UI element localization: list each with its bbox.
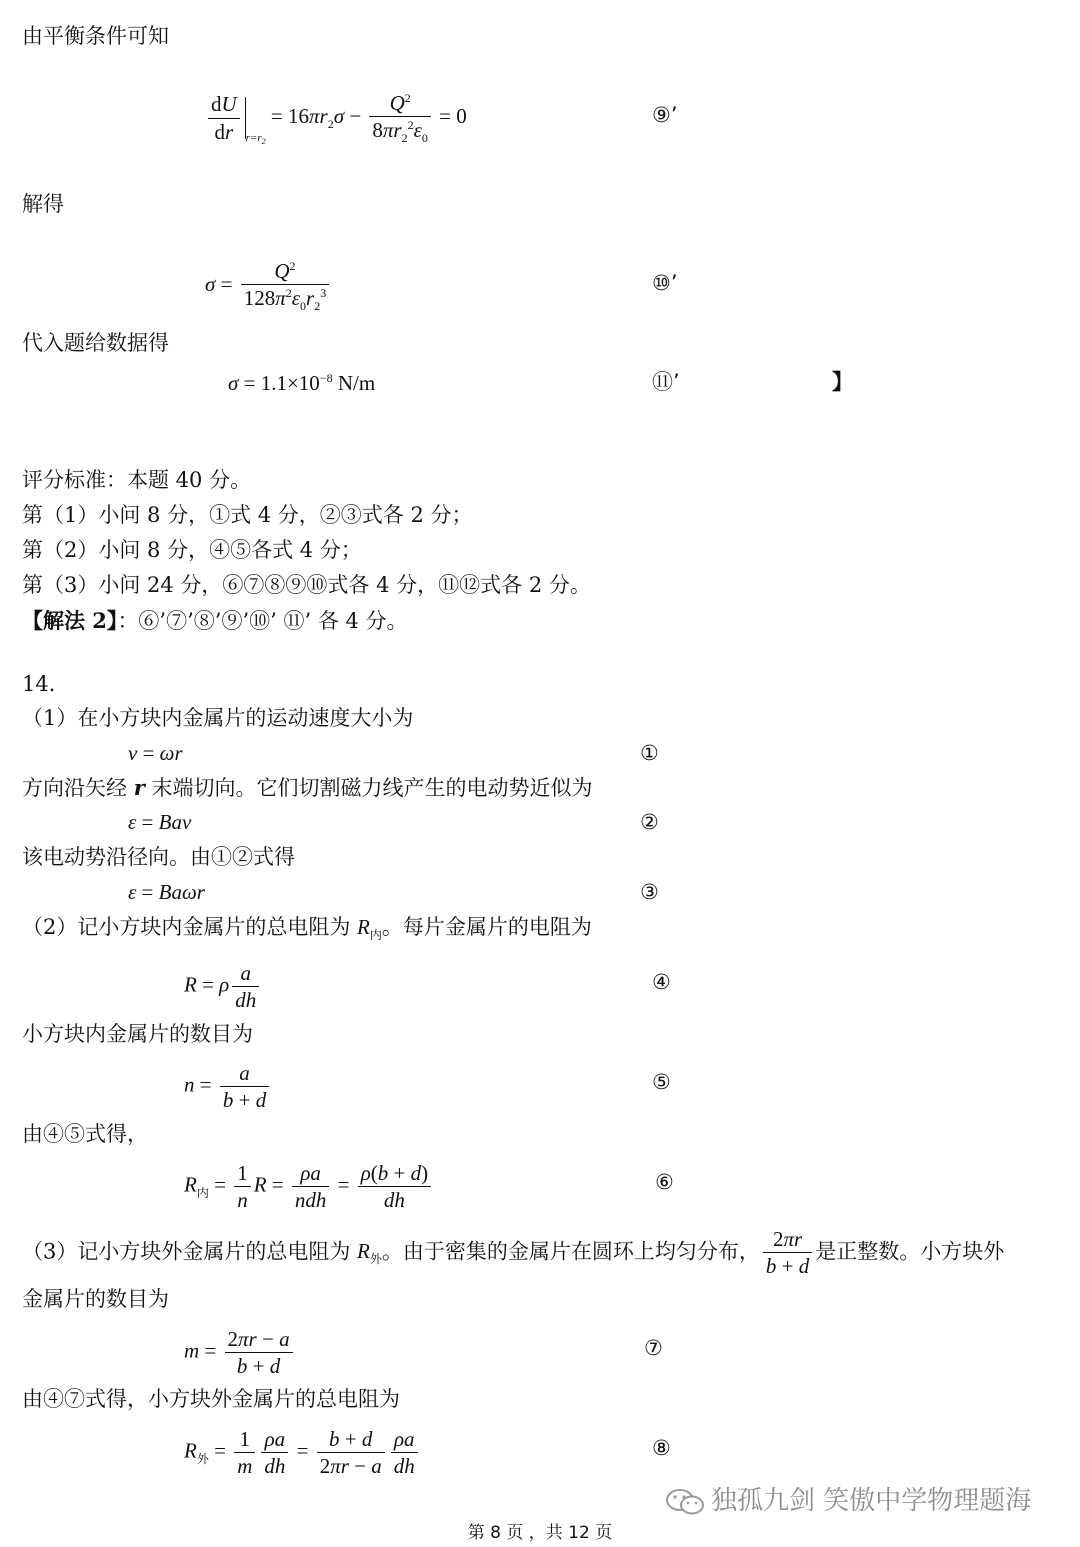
- scoring-line: 第（3）小问 24 分，⑥⑦⑧⑨⑩式各 4 分，⑪⑫式各 2 分。: [22, 573, 591, 597]
- text-line: 由平衡条件可知: [22, 24, 169, 48]
- equation-2: ε = Bav: [128, 810, 192, 834]
- equation-8: $R_外$ = $\frac{1}{m}$ $\frac{\rho a}{dh}$ = $\frac{b + d}{2\pi r - a}$ $\frac{\rho a}{dh}$: [184, 1426, 421, 1480]
- equation-number: ③: [640, 880, 659, 904]
- text-line: 该电动势沿径向。由①②式得: [22, 845, 295, 869]
- equation-number: ①: [640, 741, 659, 765]
- equation-5: n = $\frac{a}{b + d}$: [184, 1060, 272, 1114]
- text-line: 方向沿矢经 r 末端切向。它们切割磁力线产生的电动势近似为: [22, 775, 593, 800]
- watermark-text: 独孤九剑 笑傲中学物理题海: [711, 1486, 1032, 1516]
- text-line: （2）记小方块内金属片的总电阻为 $R_内$。每片金属片的电阻为: [22, 915, 592, 943]
- equation-number: ⑤: [652, 1070, 671, 1094]
- text-line: 金属片的数目为: [22, 1287, 169, 1311]
- equation-7: m = $\frac{2\pi r - a}{b + d}$: [184, 1326, 296, 1380]
- text-line: （3）记小方块外金属片的总电阻为 $R_外$。由于密集的金属片在圆环上均匀分布， $\frac{2\pi r}{b + d}$ 是正整数。小方块外: [22, 1227, 1005, 1279]
- equation-10-prime: σ = $\frac{Q^2}{128\pi^2\varepsilon_0r_2^3}$: [205, 258, 332, 314]
- text-line: 解得: [22, 192, 64, 216]
- text-line: 小方块内金属片的数目为: [22, 1022, 253, 1046]
- wechat-icon: [665, 1488, 705, 1516]
- method-2-label: 【解法 2】: [22, 608, 118, 633]
- equation-number: ⑪’: [652, 370, 680, 394]
- equation-number: ④: [652, 970, 671, 994]
- equation-number: ⑩’: [652, 271, 678, 295]
- problem-number: 14.: [22, 672, 56, 696]
- text-line: 代入题给数据得: [22, 331, 169, 355]
- equation-number: ②: [640, 810, 659, 834]
- text-line: 由④⑤式得，: [22, 1122, 148, 1146]
- equation-number: ⑧: [652, 1436, 671, 1460]
- equation-1: v = ωr: [128, 741, 183, 765]
- equation-9-prime: $\frac{dU}{dr}$ $r=r_2 = 16\pi r_2\sigma$ − $\frac{Q^2}{8\pi r_2^2\varepsilon_0}$ = 0: [205, 90, 467, 146]
- scoring-line: 第（2）小问 8 分，④⑤各式 4 分；: [22, 538, 362, 562]
- equation-11-prime: $\sigma = 1.1\times 10^{-8}$ N/m: [228, 371, 376, 395]
- equation-6: $R_内$ = $\frac{1}{n}$ R = $\frac{\rho a}{\text{ndh}}$ = $\frac{\rho(b + d)}{dh}$: [184, 1160, 434, 1214]
- watermark: [665, 1480, 1031, 1517]
- equation-number: ⑦: [644, 1336, 663, 1360]
- text-line: （1）在小方块内金属片的运动速度大小为: [22, 706, 414, 730]
- method-2-scores: ：⑥’⑦’⑧’⑨’⑩’ ⑪’ 各 4 分。: [117, 609, 408, 633]
- scoring-line: [22, 610, 408, 632]
- equation-3: ε = Baωr: [128, 880, 205, 904]
- equation-number: ⑥: [655, 1170, 674, 1194]
- equation-number: ⑨’: [652, 103, 678, 127]
- closing-bracket: 】: [832, 370, 853, 394]
- scoring-title: 评分标准：本题 40 分。: [22, 468, 252, 492]
- equation-4: R = ρ $\frac{a}{dh}$: [184, 960, 262, 1014]
- page-footer: 第 8 页 ，共 12 页: [467, 1523, 613, 1543]
- text-line: 由④⑦式得，小方块外金属片的总电阻为: [22, 1387, 400, 1411]
- scoring-line: 第（1）小问 8 分，①式 4 分，②③式各 2 分；: [22, 503, 473, 527]
